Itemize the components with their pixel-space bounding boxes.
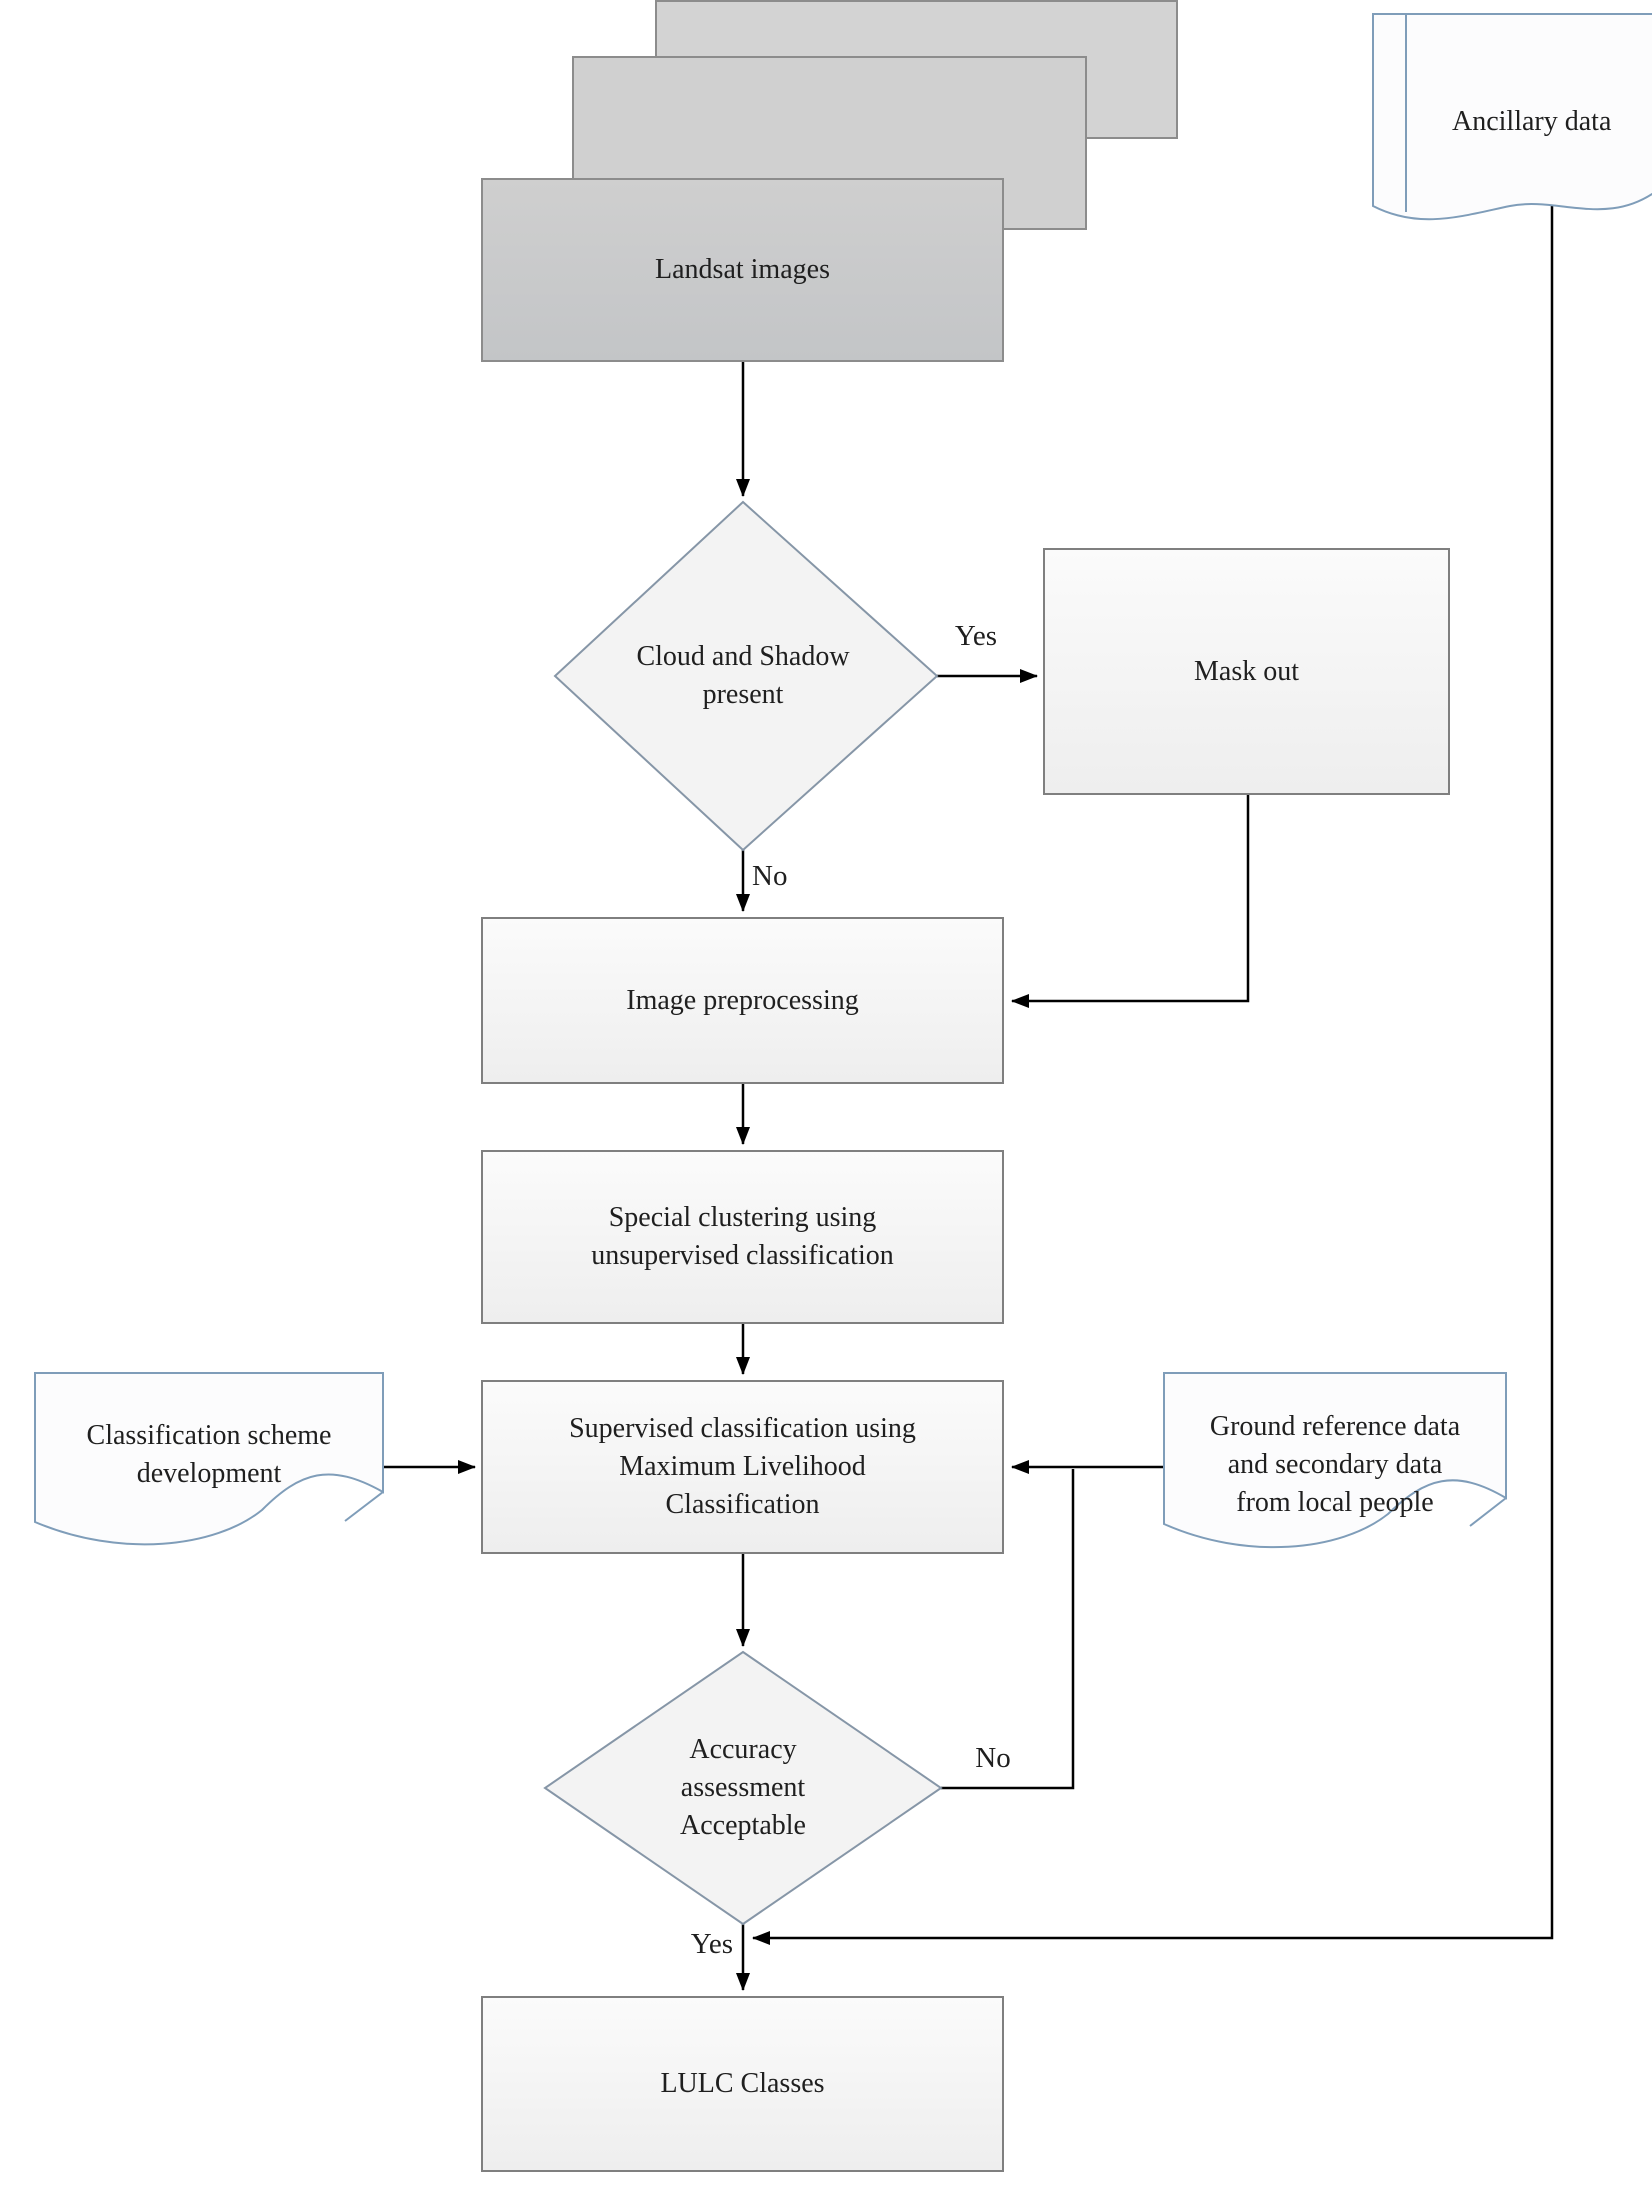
edge-maskout-to-preprocessing [1012,795,1248,1001]
node-ground-reference [1175,1390,1495,1540]
node-supervised-classification [481,1380,1004,1554]
node-accuracy-decision [643,1713,843,1863]
accuracy-decision-line-1: Accuracy [689,1734,797,1766]
node-ancillary-data [1452,100,1652,144]
classification-scheme-line-1: Classification scheme [86,1420,332,1452]
ground-reference-line-2: and secondary data [1227,1449,1443,1481]
ground-reference-line-3: from local people [1236,1486,1434,1518]
classification-scheme-line-2: development [136,1458,282,1489]
accuracy-decision-line-3: Acceptable [680,1809,806,1841]
node-lulc-classes [481,1996,1004,2172]
image-preprocessing-label: Image preprocessing [626,984,859,1016]
edge-label-accuracy-yes: Yes [690,1928,733,1960]
cloud-decision-line-1: Cloud and Shadow [636,641,850,673]
node-special-clustering [481,1150,1004,1324]
node-image-preprocessing [481,917,1004,1084]
node-mask-out [1043,548,1450,795]
lulc-classes-label: LULC Classes [660,2068,825,2100]
cloud-decision-line-2: present [702,679,784,710]
node-classification-scheme [59,1395,359,1515]
supervised-classification-line-1: Supervised classification using [569,1413,916,1445]
edge-label-accuracy-no: No [975,1742,1011,1774]
supervised-classification-line-2: Maximum Livelihood [619,1451,866,1483]
ancillary-data-label: Ancillary data [1452,106,1612,138]
edge-label-cloud-yes: Yes [954,620,998,652]
mask-out-label: Mask out [1194,655,1299,687]
node-landsat-images [481,178,1004,362]
ground-reference-line-1: Ground reference data [1209,1411,1461,1443]
supervised-classification-line-3: Classification [665,1488,820,1520]
accuracy-decision-line-2: assessment [680,1772,806,1804]
special-clustering-line-2: unsupervised classification [591,1240,894,1271]
edge-label-cloud-no: No [752,860,788,892]
special-clustering-line-1: Special clustering using [608,1202,877,1234]
node-cloud-decision [583,606,903,746]
landsat-images-label: Landsat images [655,254,830,285]
